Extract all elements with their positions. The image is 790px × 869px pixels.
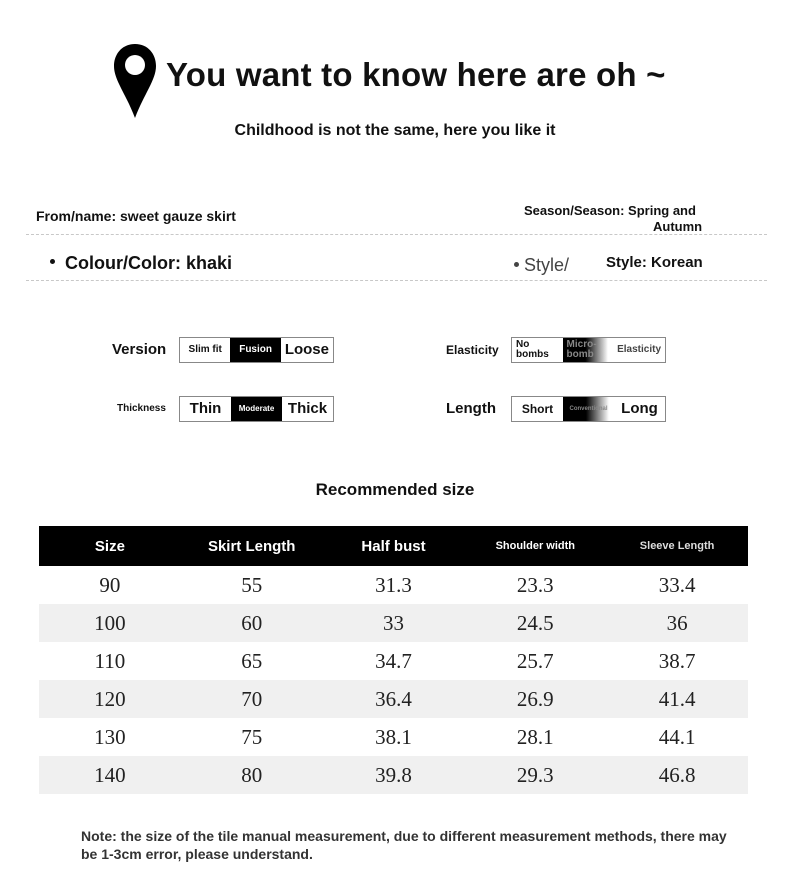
version-option: Loose xyxy=(284,341,329,358)
cell-sleeve-length: 46.8 xyxy=(606,756,748,794)
length-option: Long xyxy=(621,400,658,417)
cell-size: 140 xyxy=(39,756,181,794)
header-shoulder-width: Shoulder width xyxy=(464,526,606,566)
cell-size: 130 xyxy=(94,724,126,749)
cell-half-bust: 38.1 xyxy=(375,724,412,749)
style-label xyxy=(514,255,569,276)
length-option-selected: Conventional xyxy=(563,397,614,421)
product-season xyxy=(524,203,724,235)
cell-skirt-length: 60 xyxy=(181,604,323,642)
product-color-text: Colour/Color: khaki xyxy=(65,253,233,273)
product-color xyxy=(50,253,232,274)
elasticity-option: No bombs xyxy=(516,339,549,360)
cell-size: 100 xyxy=(39,604,181,642)
length-scale xyxy=(511,396,666,422)
cell-half-bust: 34.7 xyxy=(375,648,412,673)
version-label: Version xyxy=(112,341,167,358)
thickness-option: Thin xyxy=(189,400,222,417)
cell-sleeve-length: 41.4 xyxy=(606,680,748,718)
elasticity-scale xyxy=(511,337,666,363)
cell-size: 90 xyxy=(99,572,121,597)
cell-half-bust: 31.3 xyxy=(375,572,412,597)
size-table xyxy=(39,526,748,794)
thickness-option: Thick xyxy=(287,400,328,417)
cell-shoulder-width: 29.3 xyxy=(464,756,606,794)
table-row xyxy=(39,642,748,680)
cell-skirt-length: 70 xyxy=(181,680,323,718)
elasticity-label: Elasticity xyxy=(446,343,499,357)
cell-half-bust: 33 xyxy=(323,604,465,642)
page-title: You want to know here are oh ~ xyxy=(166,56,666,93)
recommended-size-title: Recommended size xyxy=(315,480,475,499)
cell-skirt-length: 75 xyxy=(241,724,263,749)
header-skirt-length: Skirt Length xyxy=(181,526,323,566)
length-label: Length xyxy=(446,400,496,417)
table-row xyxy=(39,566,748,604)
table-row xyxy=(39,756,748,794)
cell-skirt-length: 65 xyxy=(241,648,263,673)
info-row-color-style xyxy=(26,246,767,281)
location-pin-icon xyxy=(112,42,158,120)
cell-size: 120 xyxy=(39,680,181,718)
cell-shoulder-width: 25.7 xyxy=(516,648,554,673)
style-label-text: Style/ xyxy=(524,255,570,275)
table-row xyxy=(39,718,748,756)
product-style: Style: Korean xyxy=(606,254,703,271)
cell-skirt-length: 55 xyxy=(241,572,263,597)
cell-shoulder-width: 24.5 xyxy=(464,604,606,642)
cell-sleeve-length: 38.7 xyxy=(658,648,696,673)
header-sleeve-length: Sleeve Length xyxy=(606,526,748,566)
page-subtitle: Childhood is not the same, here you like it xyxy=(234,122,556,139)
cell-sleeve-length: 44.1 xyxy=(658,724,696,749)
bullet-icon xyxy=(50,259,55,264)
version-option: Slim fit xyxy=(188,344,222,355)
table-row xyxy=(39,680,748,718)
elasticity-option-selected: Micro-bomb xyxy=(563,338,614,362)
season-line-1: Season/Season: Spring and xyxy=(524,203,696,218)
version-scale xyxy=(179,337,334,363)
cell-sleeve-length: 33.4 xyxy=(658,572,696,597)
version-option-selected: Fusion xyxy=(230,338,280,362)
cell-half-bust: 39.8 xyxy=(323,756,465,794)
cell-sleeve-length: 36 xyxy=(606,604,748,642)
header-size: Size xyxy=(39,526,181,566)
cell-shoulder-width: 26.9 xyxy=(464,680,606,718)
season-line-2: Autumn xyxy=(653,219,703,234)
table-row xyxy=(39,604,748,642)
size-table-header xyxy=(39,526,748,566)
header-half-bust: Half bust xyxy=(323,526,465,566)
thickness-scale xyxy=(179,396,334,422)
info-row-name-season xyxy=(26,200,767,235)
cell-shoulder-width: 23.3 xyxy=(516,572,554,597)
thickness-option-selected: Moderate xyxy=(231,397,282,421)
measurement-note: Note: the size of the tile manual measurement, due to different measurement methods, there may be 1-3cm error, please understand. xyxy=(81,828,727,862)
bullet-icon xyxy=(514,262,519,267)
cell-shoulder-width: 28.1 xyxy=(516,724,554,749)
cell-half-bust: 36.4 xyxy=(323,680,465,718)
cell-size: 110 xyxy=(94,648,126,673)
length-option: Short xyxy=(521,402,554,416)
product-name: From/name: sweet gauze skirt xyxy=(36,208,236,224)
thickness-label: Thickness xyxy=(117,403,166,414)
cell-skirt-length: 80 xyxy=(181,756,323,794)
elasticity-option: Elasticity xyxy=(617,344,662,355)
